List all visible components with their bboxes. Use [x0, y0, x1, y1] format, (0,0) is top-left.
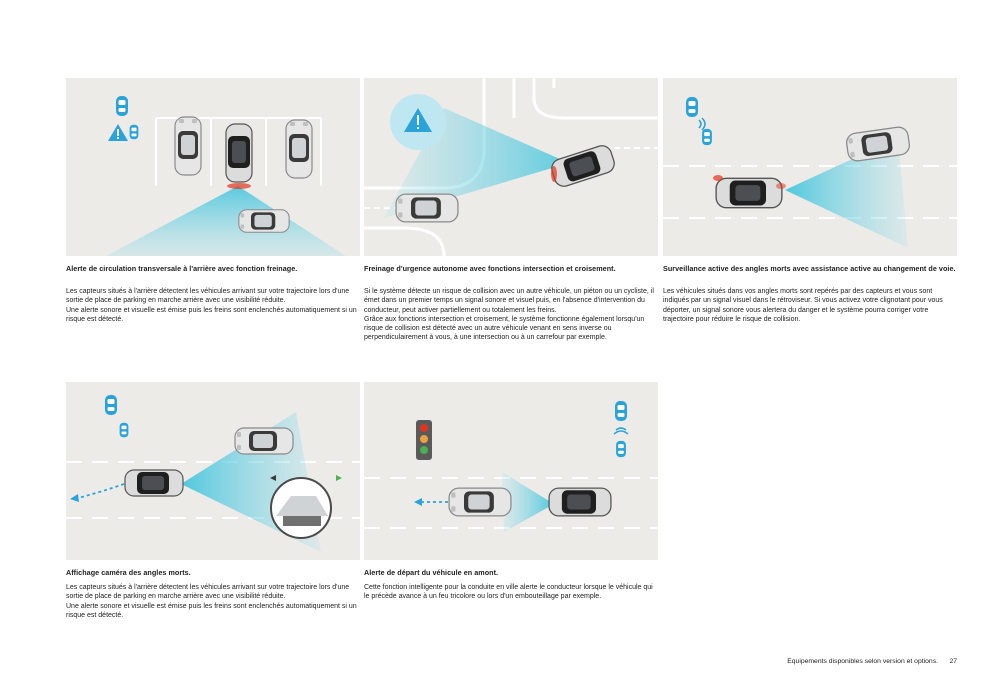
traffic-light-scene-graphic	[364, 382, 658, 560]
panel-description	[364, 583, 660, 602]
description-paragraph: Les capteurs situés à l'arrière détectent les véhicules arrivant sur votre trajectoire lors d'une sortie de place de parking en marche arrière avec une visibilité réduite.	[66, 288, 350, 305]
panel-title: Alerte de circulation transversale à l'arrière avec fonction freinage.	[66, 264, 298, 273]
panel-description	[663, 287, 959, 324]
lane-change-scene-graphic	[663, 78, 957, 256]
rear-cross-traffic-illustration	[66, 78, 360, 256]
description-paragraph: Une alerte sonore et visuelle est émise puis les freins sont enclenchés automatiquement si un risque est détecté.	[66, 306, 357, 323]
panel-title: Alerte de départ du véhicule en amont.	[364, 568, 499, 577]
panel-title: Affichage caméra des angles morts.	[66, 568, 191, 577]
description-paragraph: Grâce aux fonctions intersection et croisement, le système fonctionne également lorsqu'un risque de collision est détecté avec un autre véhicule venant en sens inverse ou perpendiculairement à vous, à une intersection ou à un carrefour par exemple.	[364, 315, 645, 342]
description-paragraph: Si le système détecte un risque de collision avec un autre véhicule, un piéton ou un cycliste, il émet dans un premier temps un signal sonore et visuel puis, en l'absence d'intervention du conducteur, peut activer partiellement ou totalement les freins.	[364, 288, 654, 314]
panel-description	[364, 287, 660, 343]
description-paragraph: Une alerte sonore et visuelle est émise puis les freins sont enclenchés automatiquement si un risque est détecté.	[66, 602, 357, 619]
description-paragraph: Les véhicules situés dans vos angles morts sont repérés par des capteurs et vous sont indiqués par un signal visuel dans le rétroviseur. Si vous activez votre clignotant pour vous déporter, un signal sonore vous alertera du danger et le système pourra corriger votre trajectoire pour réduire le risque de collision.	[663, 288, 943, 323]
blind-spot-camera-illustration	[66, 382, 360, 560]
panel-description	[66, 583, 362, 620]
panel-title: Freinage d'urgence autonome avec fonctions intersection et croisement.	[364, 264, 616, 273]
page-number: 27	[949, 658, 957, 665]
vehicle-departure-illustration	[364, 382, 658, 560]
blind-spot-illustration	[663, 78, 957, 256]
emergency-braking-illustration	[364, 78, 658, 256]
panel-title: Surveillance active des angles morts avec assistance active au changement de voie.	[663, 264, 956, 273]
panel-description	[66, 287, 362, 324]
parking-scene-graphic	[66, 78, 360, 256]
description-paragraph: Cette fonction intelligente pour la conduite en ville alerte le conducteur lorsque le véhicule qui le précède avance à un feu tricolore ou lors d'un embouteillage par exemple.	[364, 584, 653, 601]
intersection-scene-graphic	[364, 78, 658, 256]
footer-availability-note: Equipements disponibles selon version et options.	[787, 658, 938, 665]
camera-scene-graphic	[66, 382, 360, 560]
description-paragraph: Les capteurs situés à l'arrière détectent les véhicules arrivant sur votre trajectoire lors d'une sortie de place de parking en marche arrière avec une visibilité réduite.	[66, 584, 350, 601]
